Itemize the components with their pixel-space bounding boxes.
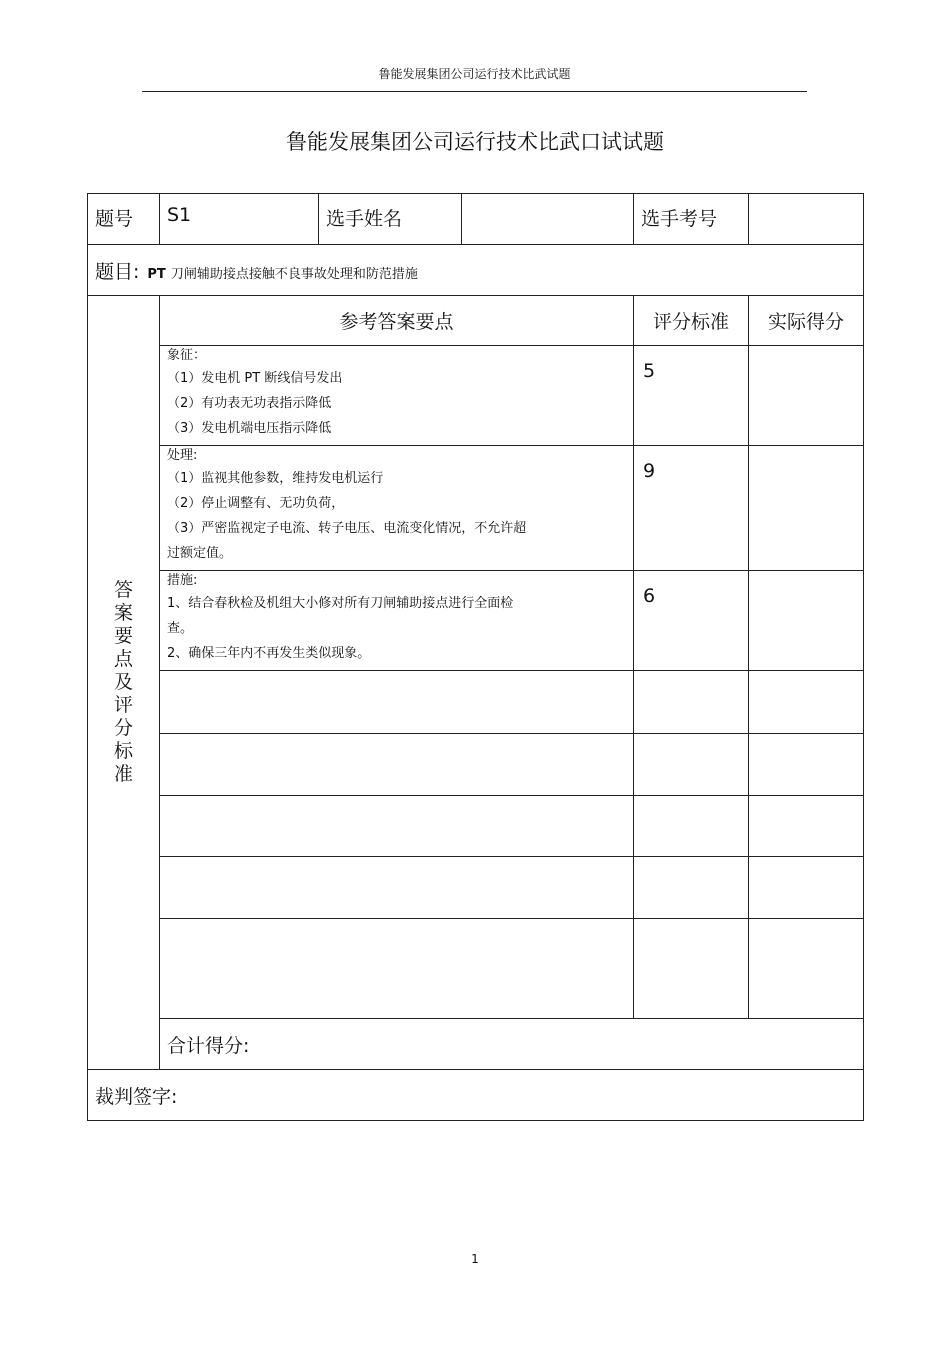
page-number: 1 <box>471 1252 479 1266</box>
section-heading: 象征： <box>167 348 207 363</box>
topic-label: 题目: <box>95 260 140 283</box>
answer-line: （2）停止调整有、无功负荷， <box>167 496 345 511</box>
side-label-char: 要 <box>113 625 133 647</box>
blank-score-cell <box>634 857 749 919</box>
answer-line: （1）监视其他参数，维持发电机运行 <box>167 471 384 486</box>
contestant-id-label: 选手考号 <box>634 194 749 245</box>
blank-score-cell <box>634 734 749 796</box>
answer-text <box>160 571 634 671</box>
answer-section-measures <box>88 571 864 671</box>
header-rule <box>142 91 807 92</box>
answer-line: （1）发电机 PT 断线信号发出 <box>167 371 343 386</box>
score-standard-value: 6 <box>634 571 749 671</box>
blank-answer-cell <box>160 796 634 857</box>
answer-line: （3）严密监视定子电流、转子电压、电流变化情况，不允许超 <box>167 521 527 536</box>
blank-actual-cell[interactable] <box>749 734 864 796</box>
section-heading: 处理: <box>167 448 198 463</box>
contestant-id-field[interactable] <box>749 194 864 245</box>
question-no-label: 题号 <box>88 194 160 245</box>
blank-answer-cell <box>160 734 634 796</box>
score-standard-value: 9 <box>634 446 749 571</box>
blank-actual-cell[interactable] <box>749 919 864 1019</box>
blank-actual-cell[interactable] <box>749 671 864 734</box>
answer-text <box>160 346 634 446</box>
contestant-name-label: 选手姓名 <box>319 194 462 245</box>
side-label-char: 案 <box>113 602 133 624</box>
exam-sheet-table <box>87 193 864 1121</box>
blank-score-cell <box>634 671 749 734</box>
answer-section-symptoms <box>88 346 864 446</box>
answer-line: 过额定值。 <box>167 546 233 561</box>
answer-line: 1、结合春秋检及机组大小修对所有刀闸辅助接点进行全面检 <box>167 596 514 611</box>
contestant-name-field[interactable] <box>462 194 634 245</box>
blank-answer-cell <box>160 857 634 919</box>
answer-line: 查。 <box>167 621 194 636</box>
answer-text <box>160 446 634 571</box>
answer-line: （2）有功表无功表指示降低 <box>167 396 332 411</box>
topic-text: 刀闸辅助接点接触不良事故处理和防范措施 <box>170 266 418 282</box>
blank-row <box>88 796 864 857</box>
side-label-char: 标 <box>113 740 133 762</box>
judge-signature-row <box>88 1070 864 1121</box>
topic-row <box>88 245 864 296</box>
answer-points-side-label <box>88 296 160 1070</box>
blank-actual-cell[interactable] <box>749 796 864 857</box>
blank-answer-cell <box>160 919 634 1019</box>
blank-answer-cell <box>160 671 634 734</box>
answer-line: 2、确保三年内不再发生类似现象。 <box>167 646 371 661</box>
section-heading: 措施: <box>167 573 198 588</box>
actual-score-header: 实际得分 <box>749 296 864 346</box>
judge-signature-label[interactable]: 裁判签字: <box>88 1070 864 1121</box>
blank-score-cell <box>634 919 749 1019</box>
actual-score-field[interactable] <box>749 346 864 446</box>
side-label-char: 点 <box>113 648 133 670</box>
answer-line: （3）发电机端电压指示降低 <box>167 421 332 436</box>
blank-row <box>88 857 864 919</box>
score-standard-value: 5 <box>634 346 749 446</box>
blank-row <box>88 671 864 734</box>
topic-cell <box>88 245 864 296</box>
score-standard-header: 评分标准 <box>634 296 749 346</box>
side-label-char: 评 <box>113 694 133 716</box>
column-header-row <box>88 296 864 346</box>
blank-score-cell <box>634 796 749 857</box>
answer-points-header: 参考答案要点 <box>160 296 634 346</box>
page-title: 鲁能发展集团公司运行技术比武口试试题 <box>286 130 664 154</box>
question-no-value: S1 <box>160 194 319 245</box>
total-score-row <box>88 1019 864 1070</box>
header-row <box>88 194 864 245</box>
actual-score-field[interactable] <box>749 446 864 571</box>
topic-prefix: PT <box>147 266 166 282</box>
side-label-char: 分 <box>113 717 133 739</box>
side-label-char: 准 <box>113 763 133 785</box>
answer-section-handling <box>88 446 864 571</box>
side-label-char: 答 <box>113 579 133 601</box>
running-header: 鲁能发展集团公司运行技术比武试题 <box>378 67 571 81</box>
side-label-char: 及 <box>113 671 133 693</box>
blank-actual-cell[interactable] <box>749 857 864 919</box>
blank-row <box>88 734 864 796</box>
blank-row <box>88 919 864 1019</box>
actual-score-field[interactable] <box>749 571 864 671</box>
total-score-label[interactable]: 合计得分: <box>160 1019 864 1070</box>
